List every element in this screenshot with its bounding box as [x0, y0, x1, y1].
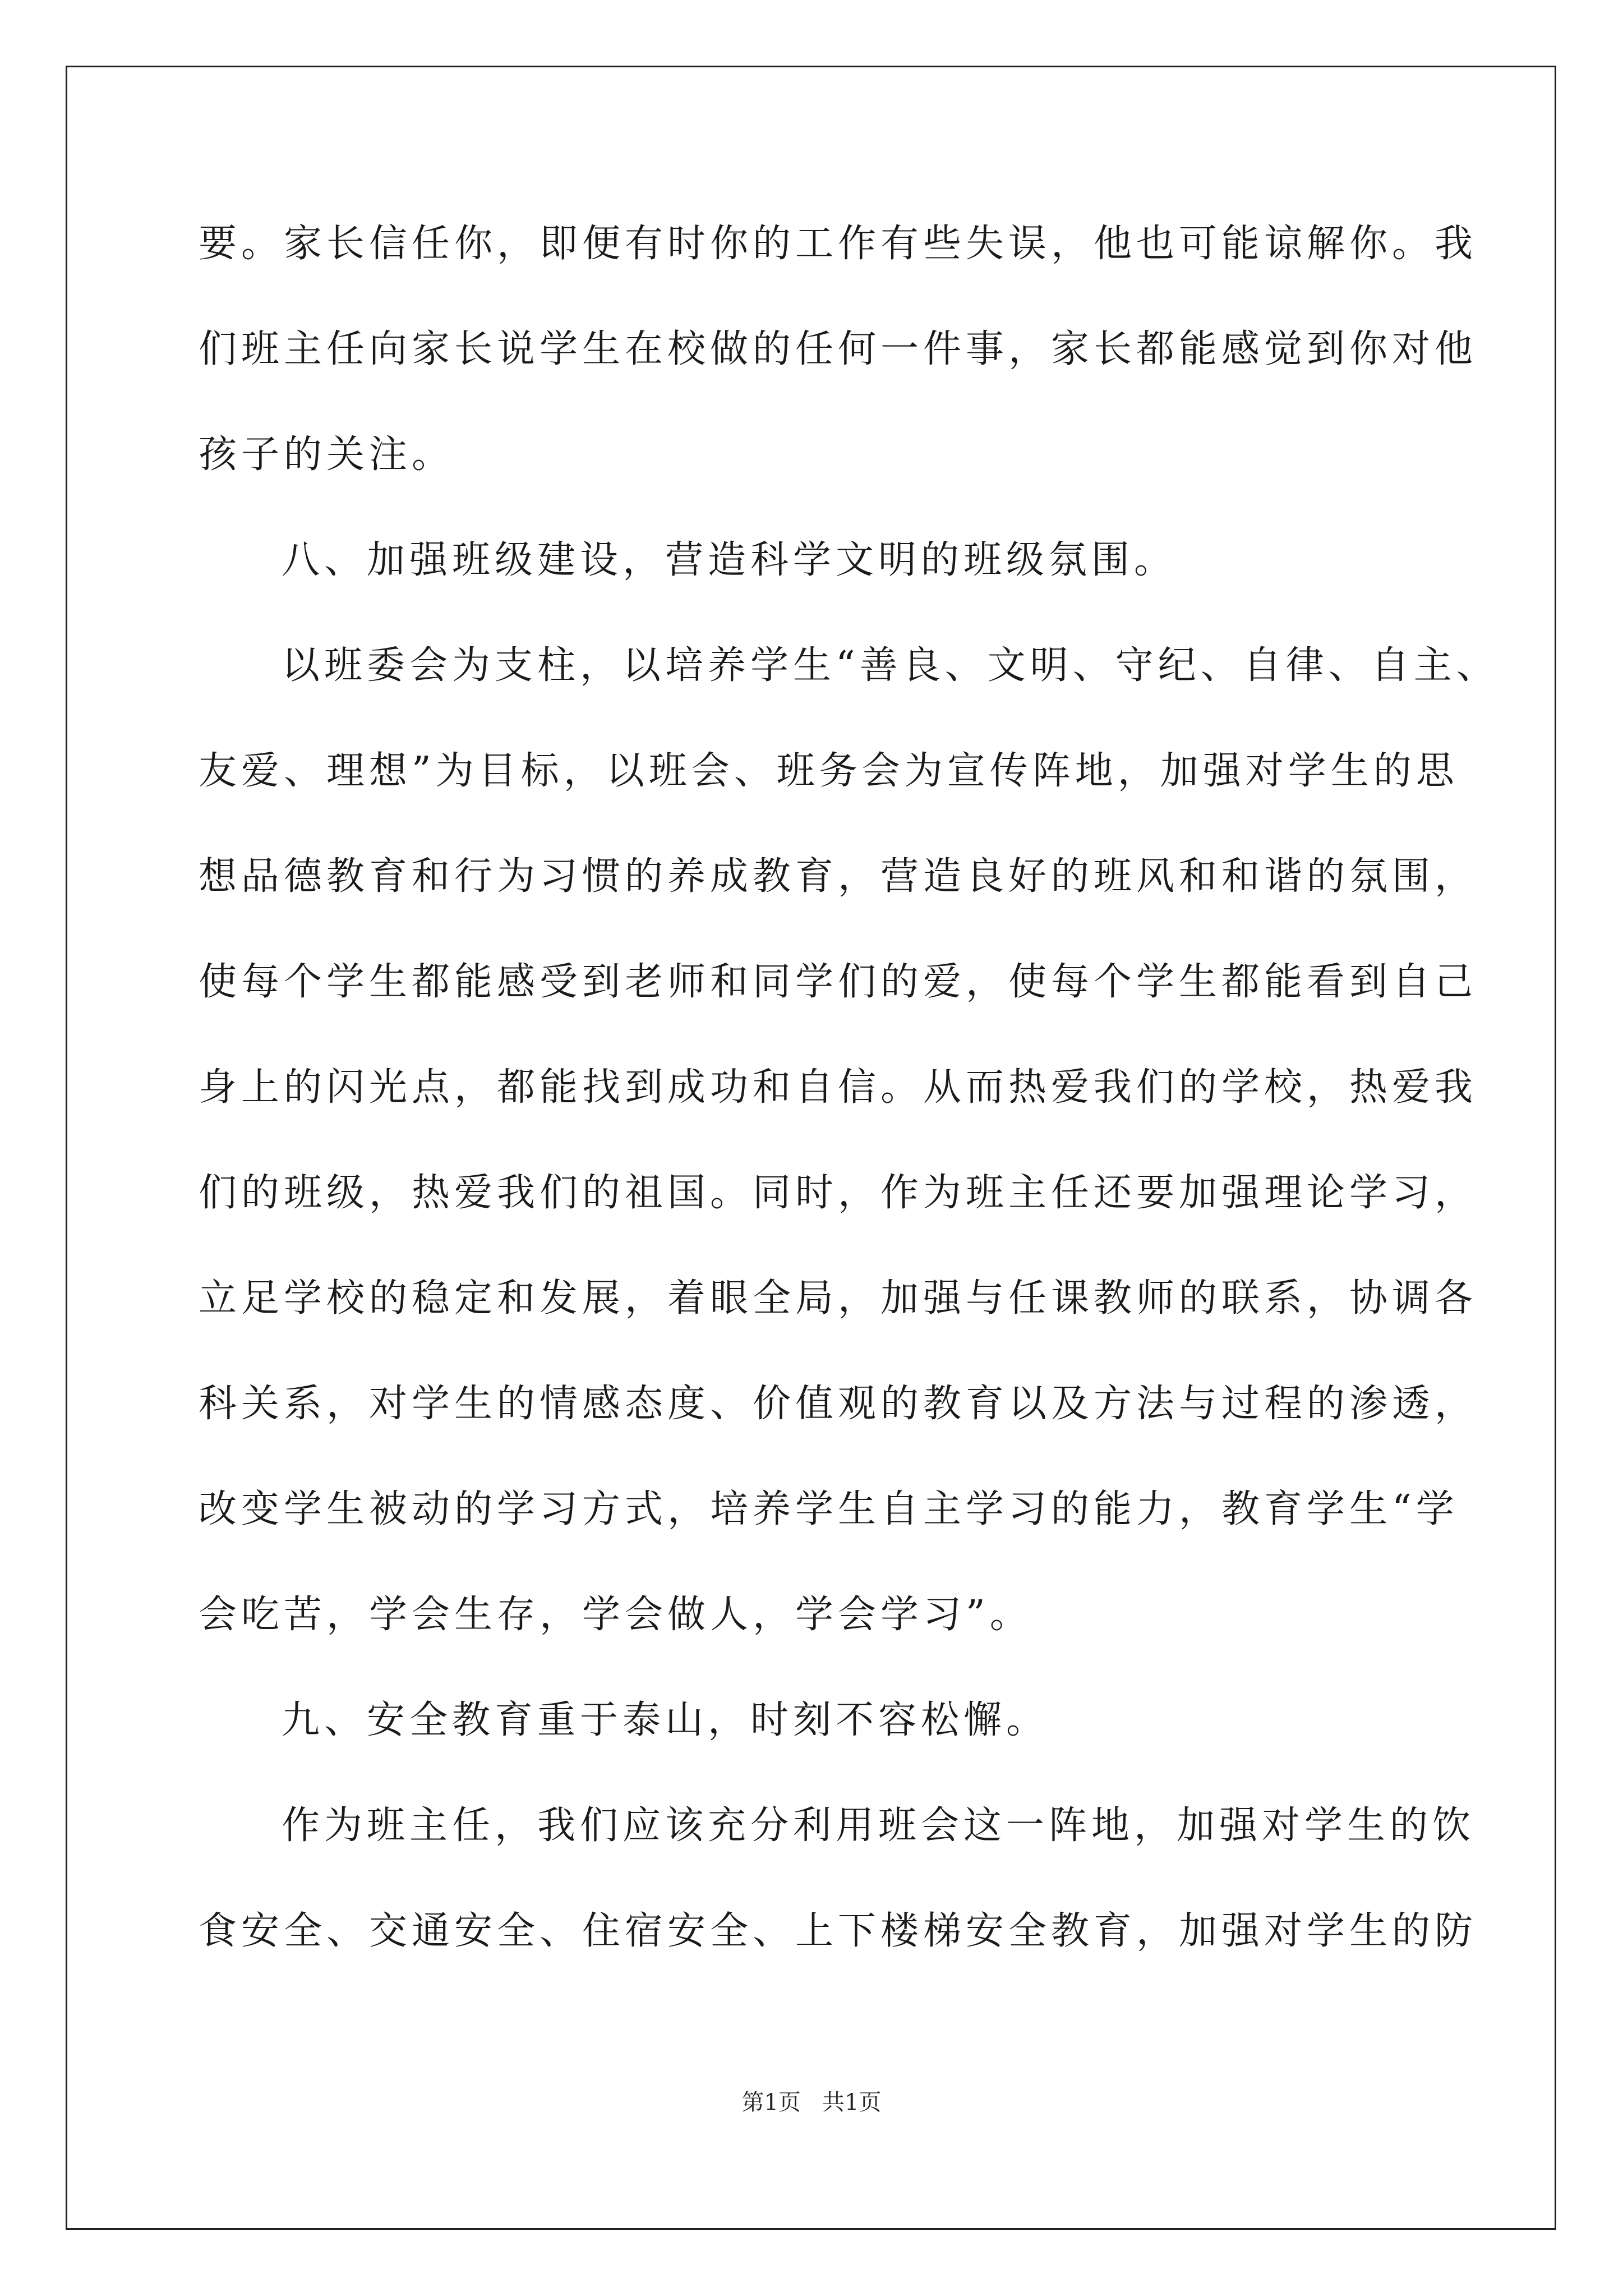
text-line: 身上的闪光点，都能找到成功和自信。从而热爱我们的学校，热爱我: [199, 1065, 1478, 1110]
text-line: 使每个学生都能感受到老师和同学们的爱，使每个学生都能看到自己: [199, 960, 1478, 1004]
text-line: 会吃苦，学会生存，学会做人，学会学习”。: [199, 1593, 1032, 1637]
section-heading: 八、加强班级建设，营造科学文明的班级氛围。: [282, 538, 1177, 582]
text-line: 们的班级，热爱我们的祖国。同时，作为班主任还要加强理论学习，: [199, 1171, 1478, 1215]
text-line: 食安全、交通安全、住宿安全、上下楼梯安全教育，加强对学生的防: [199, 1909, 1478, 1953]
text-line: 友爱、理想”为目标，以班会、班务会为宣传阵地，加强对学生的思: [199, 749, 1459, 793]
text-line: 孩子的关注。: [199, 432, 455, 477]
text-line: 要。家长信任你，即便有时你的工作有些失误，他也可能谅解你。我: [199, 222, 1478, 266]
text-line: 以班委会为支柱，以培养学生“善良、文明、守纪、自律、自主、: [282, 643, 1499, 688]
text-line: 立足学校的稳定和发展，着眼全局，加强与任课教师的联系，协调各: [199, 1276, 1478, 1320]
text-line: 作为班主任，我们应该充分利用班会这一阵地，加强对学生的饮: [282, 1803, 1476, 1848]
text-line: 科关系，对学生的情感态度、价值观的教育以及方法与过程的渗透，: [199, 1382, 1478, 1426]
section-heading: 九、安全教育重于泰山，时刻不容松懈。: [282, 1698, 1049, 1742]
document-body: [199, 222, 1499, 2014]
page-number-footer: 第1页 共1页: [741, 2090, 882, 2115]
text-line: 们班主任向家长说学生在校做的任何一件事，家长都能感觉到你对他: [199, 327, 1478, 371]
text-line: 改变学生被动的学习方式，培养学生自主学习的能力，教育学生“学: [199, 1487, 1459, 1531]
text-line: 想品德教育和行为习惯的养成教育，营造良好的班风和和谐的氛围，: [199, 854, 1478, 899]
